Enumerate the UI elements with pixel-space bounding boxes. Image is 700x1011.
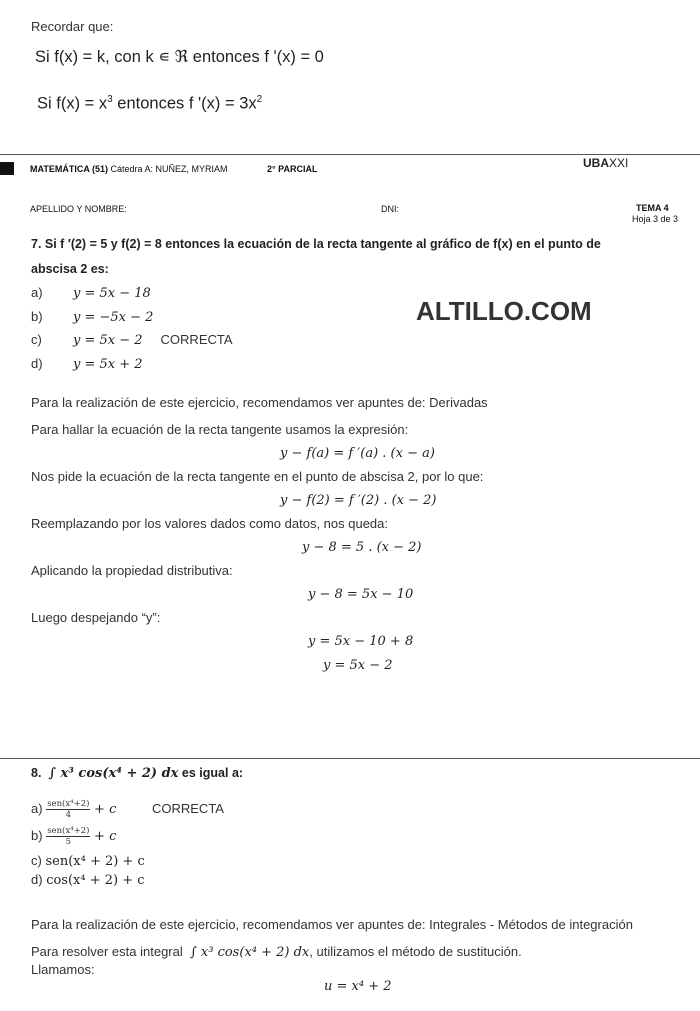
recordar-title: Recordar que: [31, 19, 114, 34]
header-marker [0, 162, 14, 175]
q8-u-def: u = x⁴ + 2 [324, 979, 392, 994]
q7-option-c: c) y = 5x − 2 CORRECTA [31, 332, 233, 348]
parcial-label: 2° PARCIAL [267, 164, 318, 174]
q8-option-c: c) sen(x⁴ + 2) + c [31, 853, 145, 869]
q8-statement: 8. ∫ x³ cos(x⁴ + 2) dx es igual a: [31, 766, 244, 781]
dni-label: DNI: [381, 204, 399, 214]
q7-step5-text: Luego despejando “y”: [31, 610, 161, 625]
rule-constant: Si f(x) = k, con k ∊ ℜ entonces f ʹ(x) = 0 [35, 48, 324, 66]
q7-option-d: d) y = 5x + 2 [31, 356, 143, 372]
q7-statement-line1: 7. Si f ′(2) = 5 y f(2) = 8 entonces la ecuación de la recta tangente al gráfico de f(x) en el punto de [31, 237, 601, 251]
q8-option-d: d) cos(x⁴ + 2) + c [31, 872, 145, 888]
uba-logo: UBAXXI [583, 156, 629, 170]
correct-mark: CORRECTA [160, 332, 233, 347]
q7-recommend: Para la realización de este ejercicio, recomendamos ver apuntes de: Derivadas [31, 395, 488, 410]
q7-step3-math: y − 8 = 5 . (x − 2) [302, 540, 422, 555]
exam-header: MATEMÁTICA (51) Cátedra A: NUÑEZ, MYRIAM [30, 164, 228, 174]
q7-step4-math: y − 8 = 5x − 10 [308, 587, 414, 602]
hoja-label: Hoja 3 de 3 [632, 214, 679, 224]
fraction: $\frac{\text{sen(x⁴+2)}}{5}$ [47, 826, 90, 847]
watermark: ALTILLO.COM [416, 296, 592, 326]
q7-step5-math1: y = 5x − 10 + 8 [308, 634, 414, 649]
q8-option-b: b) $\frac{\text{sen(x⁴+2)}}{5}$ + c [31, 826, 117, 847]
q8-method: Para resolver esta integral ∫ x³ cos(x⁴ + 2) dx, utilizamos el método de sustitución. [31, 944, 522, 960]
q7-option-b: b) y = −5x − 2 [31, 309, 154, 325]
q8-recommend: Para la realización de este ejercicio, recomendamos ver apuntes de: Integrales - Métodos de integración [31, 917, 633, 932]
correct-mark: CORRECTA [151, 800, 224, 816]
q7-step2-math: y − f(2) = f ′(2) . (x − 2) [280, 493, 437, 508]
apellido-label: APELLIDO Y NOMBRE: [30, 204, 127, 214]
q7-step1-math: y − f(a) = f ′(a) . (x − a) [280, 446, 435, 461]
q8-option-a: a) $\frac{\text{sen(x⁴+2)}}{4}$ + c CORRECTA [31, 799, 224, 820]
q7-step3-text: Reemplazando por los valores dados como datos, nos queda: [31, 516, 388, 531]
section-divider-2 [0, 758, 700, 759]
q7-step2-text: Nos pide la ecuación de la recta tangente en el punto de abscisa 2, por lo que: [31, 469, 484, 484]
q8-llamamos: Llamamos: [31, 962, 95, 977]
q7-statement-line2: abscisa 2 es: [31, 262, 109, 276]
q7-step5-math2: y = 5x − 2 [323, 658, 393, 673]
tema-label: TEMA 4 [636, 203, 669, 213]
q7-step1-text: Para hallar la ecuación de la recta tangente usamos la expresión: [31, 422, 409, 437]
q7-step4-text: Aplicando la propiedad distributiva: [31, 563, 233, 578]
fraction: $\frac{\text{sen(x⁴+2)}}{4}$ [47, 799, 90, 820]
q7-option-a: a) y = 5x − 18 [31, 285, 151, 301]
section-divider [0, 154, 700, 155]
rule-power: Si $f(x) = x^3$ entonces f ʹ(x) = $3x^2$ [37, 94, 263, 113]
